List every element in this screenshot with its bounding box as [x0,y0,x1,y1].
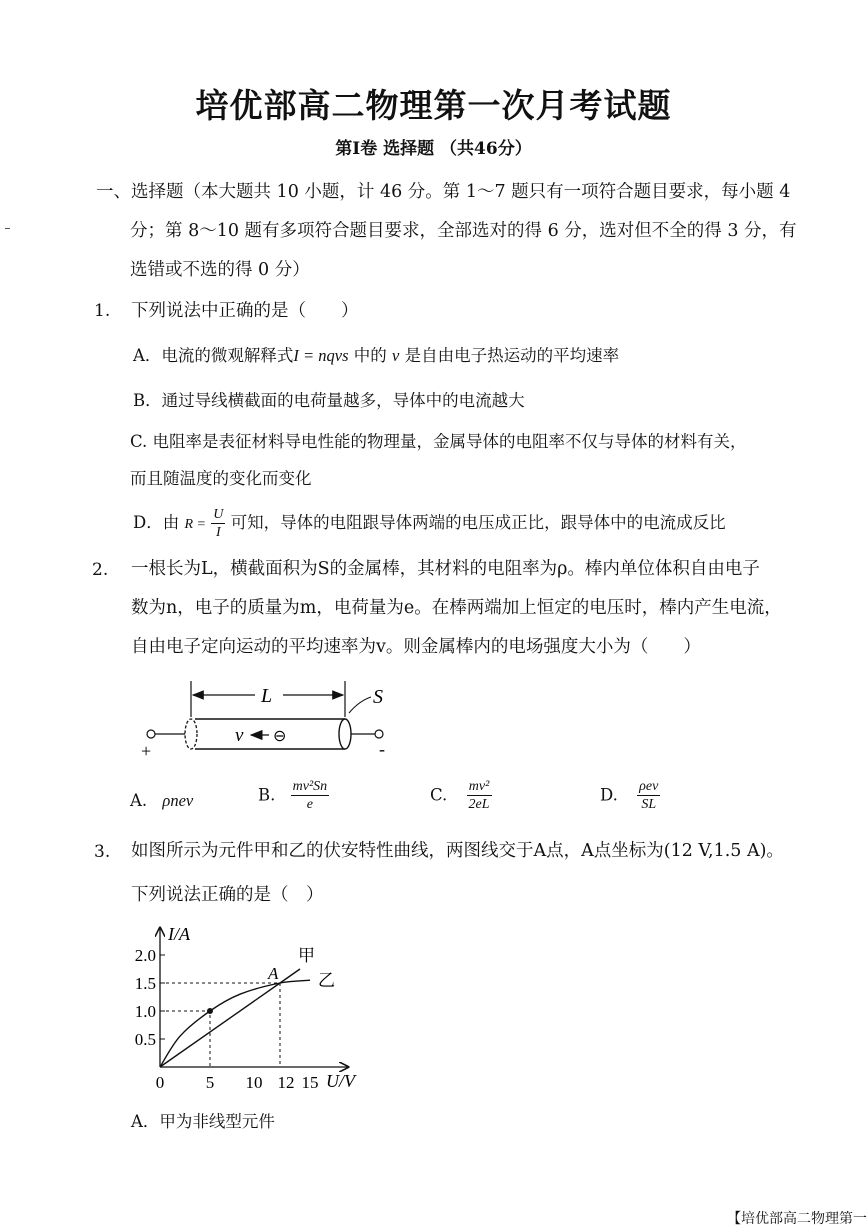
question-2-line-2: 数为n，电子的质量为m，电荷量为e。在棒两端加上恒定的电压时，棒内产生电流， [131,598,782,618]
question-1-number: 1. [94,301,111,321]
area-pointer [349,697,371,713]
y-tick-label: 1.0 [134,1002,156,1021]
rod-body [195,719,345,749]
question-3-line-1: 如图所示为元件甲和乙的伏安特性曲线，两图线交于A点，A点坐标为(12 V,1.5 A)。 [131,841,784,861]
question-1-option-a: A．电流的微观解释式I = nqvs 中的 v 是自由电子热运动的平均速率 [133,346,620,365]
series-jia-label: 甲 [298,946,315,965]
page-footer: 【培优部高二物理第一 [727,1211,867,1227]
question-2-number: 2. [92,560,109,580]
point-at-5v [207,1008,213,1014]
question-2-option-b: B. $\frac{\text{mv²Sn}}{e}$ [258,779,328,812]
question-1-option-c-line-1: C. 电阻率是表征材料导电性能的物理量，金属导体的电阻率不仅与导体的材料有关， [130,432,747,451]
section-instruction-line-3: 选错或不选的得 0 分） [130,260,310,280]
guide-line-5v [160,1011,210,1067]
question-1-stem: 下列说法中正确的是（ ） [131,301,359,321]
question-2-option-c: C. $\frac{\text{mv²}}{2eL}$ [430,779,490,812]
rod-end-right [339,719,351,749]
y-tick-label: 1.5 [134,974,156,993]
y-tick-label: 0.5 [134,1030,156,1049]
terminal-positive [147,730,155,738]
scan-mark [5,228,10,229]
rod-end-left [185,719,197,749]
minus-sign: - [379,739,385,759]
x-tick-label: 12 [277,1073,295,1092]
ohm-law-fraction: $\frac{U}{I}$ [213,507,224,540]
question-3-option-a: A．甲为非线型元件 [131,1112,275,1131]
x-tick-label: 15 [301,1073,319,1092]
x-axis-label: U/V [326,1071,355,1091]
question-3-number: 3. [94,842,111,862]
plus-sign: + [141,741,152,761]
series-yi-label: 乙 [318,971,335,991]
iv-characteristic-chart [120,920,370,1095]
question-2-line-3: 自由电子定向运动的平均速率为v。则金属棒内的电场强度大小为（ ） [131,637,701,657]
question-1-option-b: B．通过导线横截面的电荷量越多，导体中的电流越大 [133,391,525,410]
exam-subtitle: 第Ⅰ卷 选择题 （共46分） [335,139,532,159]
section-instruction-line-1: 一、选择题（本大题共 10 小题，计 46 分。第 1～7 题只有一项符合题目要求，每小题 4 [96,182,791,202]
section-instruction-line-2: 分；第 8～10 题有多项符合题目要求，全部选对的得 6 分，选对但不全的得 3 分，有 [130,221,797,241]
series-yi-curve [160,980,310,1067]
x-tick-label: 10 [245,1073,263,1092]
velocity-label: v [235,725,244,746]
y-tick-label: 2.0 [134,946,156,965]
question-2-option-d: D. $\frac{\text{ρev}}{SL}$ [600,779,659,812]
electron-icon: ⊖ [273,728,287,745]
y-axis-label: I/A [168,924,190,944]
area-label: S [373,686,383,708]
point-a-label: A [268,964,279,983]
question-2-line-1: 一根长为L，横截面积为S的金属棒，其材料的电阻率为ρ。棒内单位体积自由电子 [131,559,760,579]
metal-rod-figure [135,675,395,765]
terminal-negative [375,730,383,738]
question-1-option-c-line-2: 而且随温度的变化而变化 [130,469,312,488]
question-2-option-a: A. ρnev [130,791,194,810]
length-label: L [261,685,273,707]
x-tick-label: 5 [205,1073,215,1092]
exam-title: 培优部高二物理第一次月考试题 [195,86,672,125]
question-1-option-d: D．由 R = $\frac{U}{I}$ 可知，导体的电阻跟导体两端的电压成正比，跟导体中的电流成反比 [133,507,726,540]
x-tick-label: 0 [155,1073,165,1092]
question-3-line-2: 下列说法正确的是（ ） [131,885,324,905]
